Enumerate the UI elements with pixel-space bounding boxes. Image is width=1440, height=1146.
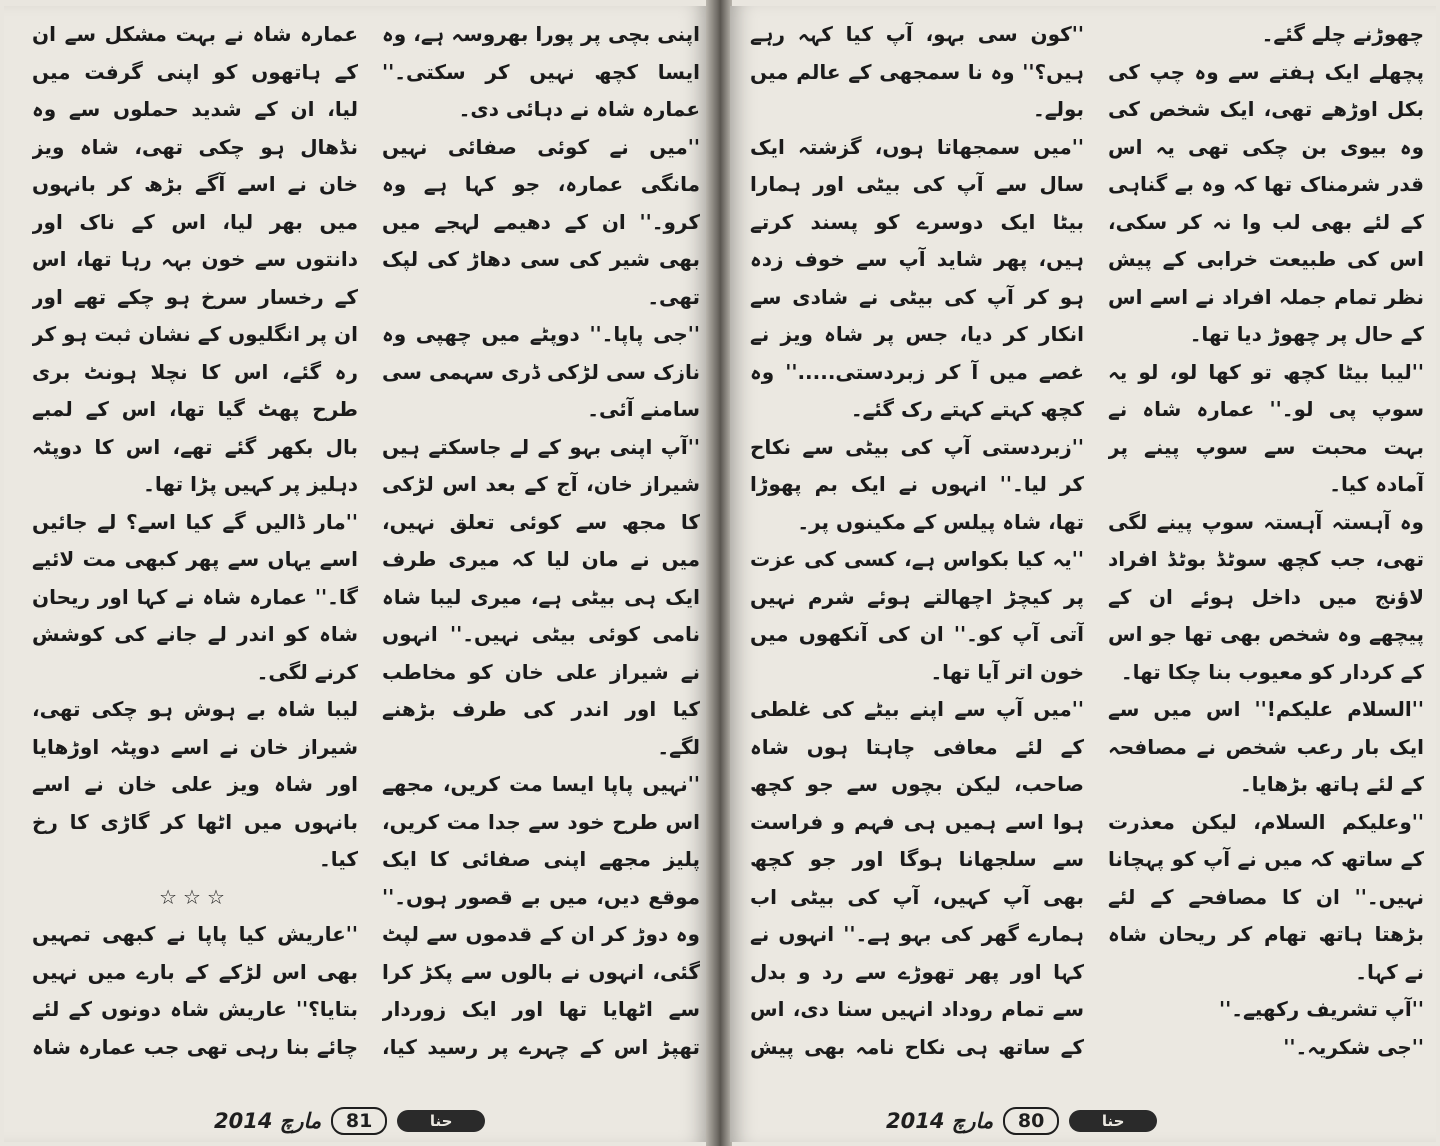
left-page-left-column (32, 16, 358, 1066)
book-gutter (706, 0, 732, 1146)
paragraph: ''کون سی بہو، آپ کیا کہہ رہے ہیں؟'' وہ نا سمجھی کے عالم میں بولے۔ (750, 22, 1084, 121)
page-number: 81 (331, 1107, 387, 1135)
paragraph: ''آپ تشریف رکھیے۔'' (1219, 997, 1424, 1021)
paragraph: اپنی بچی پر پورا بھروسہ ہے، وہ ایسا کچھ نہیں کر سکتی۔'' عمارہ شاہ نے دہائی دی۔ (382, 22, 700, 121)
issue-date: مارچ 2014 (214, 1109, 322, 1133)
paragraph: ''میں نے کوئی صفائی نہیں مانگی عمارہ، جو کہا ہے وہ کرو۔'' ان کے دھیمے لہجے میں بھی شیر کی سی دھاڑ کی لپک تھی۔ (382, 134, 700, 309)
paragraph: ''زبردستی آپ کی بیٹی سے نکاح کر لیا۔'' انہوں نے ایک بم پھوڑا تھا، شاہ پیلس کے مکینوں پر۔ (750, 434, 1084, 534)
paragraph: ''عاریش کیا پاپا نے کبھی تمہیں بھی اس لڑکے کے بارے میں نہیں بتایا؟'' عاریش شاہ دونوں کے لئے چائے بنا رہی تھی جب عمارہ شاہ (32, 922, 358, 1059)
paragraph: عمارہ شاہ نے بہت مشکل سے ان کے ہاتھوں کو اپنی گرفت میں لیا، ان کے شدید حملوں سے وہ نڈھال ہو چکی تھی، شاہ ویز خان نے اسے آگے بڑھ کر بانہوں میں بھر لیا، اس کے ناک اور دانتوں سے خون بہہ رہا تھا، اس کے رخسار سرخ ہو چکے تھے اور ان پر انگلیوں کے نشان ثبت ہو کر رہ گئے، اس کا نچلا ہونٹ بری طرح پھٹ گیا تھا، اس کے لمبے بال بکھر گئے تھے، اس کا دوپٹہ دہلیز پر کہیں پڑا تھا۔ (32, 22, 358, 496)
paragraph: ''لیبا بیٹا کچھ تو کھا لو، لو یہ سوپ پی لو۔'' عمارہ شاہ نے بہت محبت سے سوپ پینے پر آمادہ کیا۔ (1108, 359, 1424, 496)
magazine-logo: حنا (397, 1110, 485, 1132)
left-page-right-column (382, 16, 700, 1066)
paragraph: ''السلام علیکم!'' اس میں سے ایک بار رعب شخص نے مصافحہ کے لئے ہاتھ بڑھایا۔ (1108, 697, 1424, 796)
page-number: 80 (1003, 1107, 1059, 1135)
right-page (730, 6, 1436, 1142)
paragraph: ''مار ڈالیں گے کیا اسے؟ لے جائیں اسے یہاں سے پھر کبھی مت لائیے گا۔'' عمارہ شاہ نے کہا اور ریحان شاہ کو اندر لے جانے کی کوشش کرنے لگی۔ (32, 509, 358, 684)
paragraph: لیبا شاہ بے ہوش ہو چکی تھی، شیراز خان نے اسے دوپٹہ اوڑھایا اور شاہ ویز علی خان نے اسے بانہوں میں اٹھا کر گاڑی کا رخ کیا۔ (32, 697, 358, 871)
section-break-stars: ☆☆☆ (159, 884, 231, 909)
left-page-footer (214, 1106, 485, 1136)
paragraph: ''نہیں پاپا ایسا مت کریں، مجھے اس طرح خود سے جدا مت کریں، پلیز مجھے اپنی صفائی کا ایک موقع دیں، میں بے قصور ہوں۔'' وہ دوڑ کر ان کے قدموں سے لپٹ گئی، انہوں نے بالوں سے پکڑ کرا سے اٹھایا تھا اور ایک زوردار تھپڑ اس کے چہرے پر رسید کیا، (382, 772, 700, 1059)
right-page-right-column (1108, 16, 1424, 1066)
paragraph: ''جی پاپا۔'' دوپٹے میں چھپی وہ نازک سی لڑکی ڈری سہمی سی سامنے آئی۔ (382, 322, 700, 421)
paragraph: پچھلے ایک ہفتے سے وہ چپ کی بکل اوڑھے تھی، ایک شخص کی وہ بیوی بن چکی تھی یہ اس قدر شرمناک تھا کہ وہ بے گناہی کے لئے بھی لب وا نہ کر سکی، اس کی طبیعت خرابی کے پیش نظر تمام جملہ افراد نے اسے اس کے حال پر چھوڑ دیا تھا۔ (1108, 59, 1424, 346)
paragraph: چھوڑنے چلے گئے۔ (1261, 22, 1424, 46)
paragraph: وہ آہستہ آہستہ سوپ پینے لگی تھی، جب کچھ سوٹڈ بوٹڈ افراد لاؤنج میں داخل ہوئے ان کے پیچھے وہ شخص بھی تھا جو اس کے کردار کو معیوب بنا چکا تھا۔ (1108, 509, 1424, 684)
left-page (4, 6, 708, 1142)
paragraph: ''جی شکریہ۔'' (1283, 1034, 1424, 1059)
magazine-logo: حنا (1069, 1110, 1157, 1132)
paragraph: ''آپ اپنی بہو کے لے جاسکتے ہیں شیراز خان، آج کے بعد اس لڑکی کا مجھ سے کوئی تعلق نہیں، میں نے مان لیا کہ میری طرف ایک ہی بیٹی ہے، میری لیبا شاہ نامی کوئی بیٹی نہیں۔'' انہوں نے شیراز علی خان کو مخاطب کیا اور اندر کی طرف بڑھنے لگے۔ (382, 434, 700, 759)
paragraph: ''میں سمجھاتا ہوں، گزشتہ ایک سال سے آپ کی بیٹی اور ہمارا بیٹا ایک دوسرے کو پسند کرتے ہیں، پھر شاید آپ سے خوف زدہ ہو کر آپ کی بیٹی نے شادی سے انکار کر دیا، جس پر شاہ ویز نے غصے میں آ کر زبردستی.....'' وہ کچھ کہتے کہتے رک گئے۔ (750, 134, 1084, 421)
right-page-left-column (750, 16, 1084, 1066)
paragraph: ''وعلیکم السلام، لیکن معذرت کے ساتھ کہ میں نے آپ کو پہچانا نہیں۔'' ان کا مصافحے کے لئے بڑھتا ہاتھ تھام کر ریحان شاہ نے کہا۔ (1108, 809, 1424, 984)
issue-date: مارچ 2014 (886, 1109, 994, 1133)
paragraph: ''یہ کیا بکواس ہے، کسی کی عزت پر کیچڑ اچھالتے ہوئے شرم نہیں آتی آپ کو۔'' ان کی آنکھوں میں خون اتر آیا تھا۔ (750, 547, 1084, 684)
right-page-footer (886, 1106, 1157, 1136)
paragraph: ''میں آپ سے اپنے بیٹے کی غلطی کے لئے معافی چاہتا ہوں شاہ صاحب، لیکن بچوں سے جو کچھ ہوا اسے ہمیں ہی فہم و فراست سے سلجھانا ہوگا اور جو کچھ بھی آپ کہیں، آپ کی بیٹی اب ہمارے گھر کی بہو ہے۔'' انہوں نے کہا اور پھر تھوڑے سے رد و بدل سے تمام روداد انہیں سنا دی، اس کے ساتھ ہی نکاح نامہ بھی پیش (750, 697, 1084, 1059)
